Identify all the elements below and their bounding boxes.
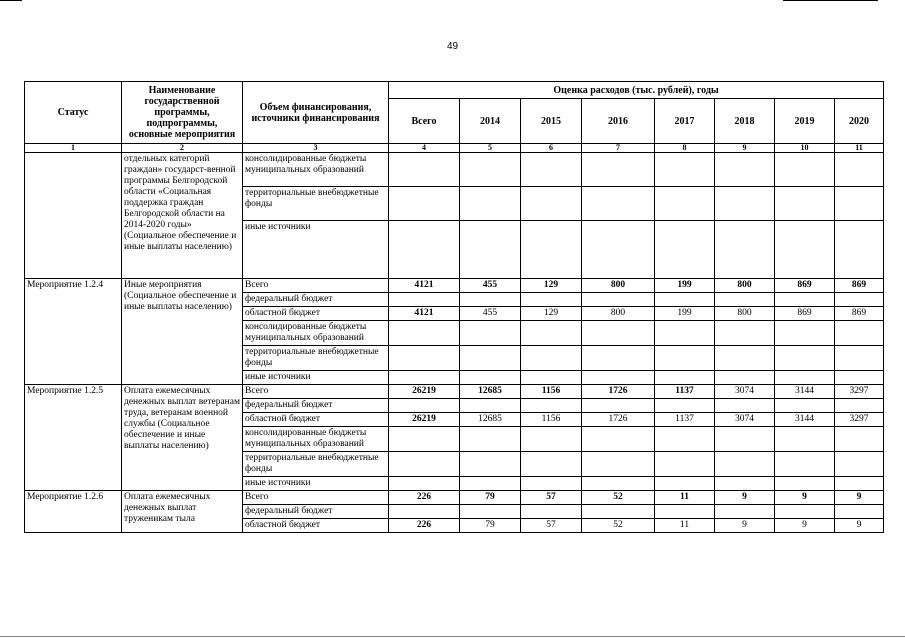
value-cell bbox=[460, 321, 521, 346]
header-year: Всего bbox=[389, 99, 460, 144]
value-cell bbox=[389, 293, 460, 307]
value-cell bbox=[460, 399, 521, 413]
funding-source-cell: территориальные внебюджетные фонды bbox=[243, 346, 389, 371]
column-number: 11 bbox=[835, 144, 884, 153]
value-cell: 226 bbox=[389, 519, 460, 533]
budget-table bbox=[24, 81, 884, 533]
value-cell: 800 bbox=[582, 279, 655, 293]
value-cell bbox=[582, 153, 655, 187]
value-cell: 57 bbox=[521, 491, 582, 505]
funding-source-cell: иные источники bbox=[243, 221, 389, 279]
page-number: 49 bbox=[446, 41, 459, 52]
value-cell: 4121 bbox=[389, 307, 460, 321]
value-cell bbox=[521, 321, 582, 346]
value-cell bbox=[715, 293, 775, 307]
value-cell: 3297 bbox=[835, 413, 884, 427]
value-cell: 9 bbox=[775, 491, 835, 505]
value-cell bbox=[715, 399, 775, 413]
value-cell bbox=[521, 371, 582, 385]
value-cell bbox=[655, 153, 715, 187]
funding-source-cell: иные источники bbox=[243, 477, 389, 491]
value-cell bbox=[655, 293, 715, 307]
value-cell: 199 bbox=[655, 307, 715, 321]
funding-source-cell: областной бюджет bbox=[243, 519, 389, 533]
value-cell bbox=[460, 371, 521, 385]
column-number: 10 bbox=[775, 144, 835, 153]
value-cell: 3144 bbox=[775, 413, 835, 427]
value-cell bbox=[582, 477, 655, 491]
value-cell bbox=[835, 346, 884, 371]
value-cell bbox=[655, 477, 715, 491]
value-cell: 4121 bbox=[389, 279, 460, 293]
value-cell: 869 bbox=[775, 279, 835, 293]
value-cell: 79 bbox=[460, 519, 521, 533]
measure-name-cell: Оплата ежемесячных денежных выплат труженикам тыла bbox=[122, 491, 243, 533]
value-cell bbox=[655, 505, 715, 519]
value-cell bbox=[835, 187, 884, 221]
scan-edge-mark bbox=[783, 0, 878, 1]
value-cell bbox=[389, 187, 460, 221]
value-cell: 3074 bbox=[715, 385, 775, 399]
value-cell: 9 bbox=[775, 519, 835, 533]
column-number: 3 bbox=[243, 144, 389, 153]
value-cell bbox=[835, 452, 884, 477]
table-body bbox=[25, 153, 884, 533]
value-cell: 79 bbox=[460, 491, 521, 505]
value-cell bbox=[582, 427, 655, 452]
table-row bbox=[25, 153, 884, 187]
value-cell bbox=[775, 153, 835, 187]
value-cell bbox=[715, 221, 775, 279]
value-cell bbox=[715, 371, 775, 385]
value-cell bbox=[582, 346, 655, 371]
value-cell bbox=[835, 321, 884, 346]
column-number: 5 bbox=[460, 144, 521, 153]
value-cell: 800 bbox=[715, 307, 775, 321]
value-cell bbox=[775, 477, 835, 491]
value-cell: 1156 bbox=[521, 385, 582, 399]
value-cell bbox=[582, 399, 655, 413]
header-year: 2017 bbox=[655, 99, 715, 144]
value-cell bbox=[521, 427, 582, 452]
value-cell bbox=[460, 187, 521, 221]
value-cell bbox=[389, 427, 460, 452]
funding-source-cell: федеральный бюджет bbox=[243, 505, 389, 519]
value-cell: 800 bbox=[715, 279, 775, 293]
value-cell: 12685 bbox=[460, 385, 521, 399]
value-cell bbox=[655, 346, 715, 371]
funding-source-cell: иные источники bbox=[243, 371, 389, 385]
value-cell bbox=[582, 221, 655, 279]
value-cell bbox=[460, 427, 521, 452]
table-row bbox=[25, 279, 884, 293]
value-cell: 9 bbox=[715, 491, 775, 505]
value-cell bbox=[775, 293, 835, 307]
value-cell bbox=[835, 293, 884, 307]
value-cell bbox=[775, 427, 835, 452]
value-cell bbox=[835, 153, 884, 187]
value-cell bbox=[835, 221, 884, 279]
value-cell bbox=[389, 399, 460, 413]
value-cell bbox=[582, 371, 655, 385]
value-cell: 1726 bbox=[582, 385, 655, 399]
value-cell bbox=[835, 399, 884, 413]
column-number: 9 bbox=[715, 144, 775, 153]
value-cell bbox=[460, 153, 521, 187]
value-cell bbox=[582, 293, 655, 307]
value-cell: 3144 bbox=[775, 385, 835, 399]
value-cell bbox=[389, 452, 460, 477]
value-cell bbox=[655, 399, 715, 413]
header-year: 2014 bbox=[460, 99, 521, 144]
value-cell bbox=[460, 346, 521, 371]
header-year: 2018 bbox=[715, 99, 775, 144]
funding-source-cell: консолидированные бюджеты муниципальных образований bbox=[243, 153, 389, 187]
value-cell bbox=[655, 452, 715, 477]
funding-source-cell: территориальные внебюджетные фонды bbox=[243, 187, 389, 221]
value-cell: 11 bbox=[655, 491, 715, 505]
header-name: Наименование государственной программы, подпрограммы, основные мероприятия bbox=[122, 82, 243, 144]
funding-source-cell: федеральный бюджет bbox=[243, 293, 389, 307]
value-cell bbox=[389, 221, 460, 279]
funding-source-cell: территориальные внебюджетные фонды bbox=[243, 452, 389, 477]
value-cell bbox=[715, 321, 775, 346]
value-cell bbox=[775, 371, 835, 385]
header-year: 2019 bbox=[775, 99, 835, 144]
value-cell bbox=[582, 452, 655, 477]
value-cell: 12685 bbox=[460, 413, 521, 427]
header-year: 2020 bbox=[835, 99, 884, 144]
value-cell bbox=[655, 371, 715, 385]
column-number: 7 bbox=[582, 144, 655, 153]
header-estimate: Оценка расходов (тыс. рублей), годы bbox=[389, 82, 884, 99]
value-cell bbox=[655, 321, 715, 346]
value-cell bbox=[835, 371, 884, 385]
value-cell: 52 bbox=[582, 519, 655, 533]
value-cell bbox=[715, 505, 775, 519]
funding-source-cell: консолидированные бюджеты муниципальных образований bbox=[243, 427, 389, 452]
header-year: 2015 bbox=[521, 99, 582, 144]
value-cell bbox=[775, 346, 835, 371]
status-cell: Мероприятие 1.2.5 bbox=[25, 385, 122, 491]
value-cell bbox=[389, 321, 460, 346]
value-cell bbox=[715, 452, 775, 477]
value-cell bbox=[389, 346, 460, 371]
status-cell: Мероприятие 1.2.4 bbox=[25, 279, 122, 385]
value-cell bbox=[460, 221, 521, 279]
value-cell: 57 bbox=[521, 519, 582, 533]
status-cell: Мероприятие 1.2.6 bbox=[25, 491, 122, 533]
value-cell bbox=[655, 221, 715, 279]
value-cell: 455 bbox=[460, 307, 521, 321]
value-cell: 3074 bbox=[715, 413, 775, 427]
value-cell bbox=[460, 452, 521, 477]
value-cell: 26219 bbox=[389, 413, 460, 427]
measure-name-cell: Оплата ежемесячных денежных выплат ветеранам труда, ветеранам военной службы (Социальное обеспечение и иные выплаты населению) bbox=[122, 385, 243, 491]
measure-name-cell: Иные мероприятия (Социальное обеспечение и иные выплаты населению) bbox=[122, 279, 243, 385]
value-cell bbox=[389, 477, 460, 491]
table-header bbox=[25, 82, 884, 153]
value-cell: 129 bbox=[521, 279, 582, 293]
value-cell bbox=[582, 505, 655, 519]
value-cell bbox=[521, 505, 582, 519]
value-cell: 3297 bbox=[835, 385, 884, 399]
program-name-cell: отдельных категорий граждан» государст-венной программы Белгородской области «Социальная поддержка граждан Белгородской области на 2014-2020 годы» (Социальное обеспечение и иные выплаты населению) bbox=[122, 153, 243, 279]
value-cell bbox=[521, 452, 582, 477]
header-funding: Объем финансирования, источники финансирования bbox=[243, 82, 389, 144]
value-cell: 9 bbox=[835, 491, 884, 505]
value-cell: 9 bbox=[715, 519, 775, 533]
value-cell: 869 bbox=[835, 279, 884, 293]
status-cell bbox=[25, 153, 122, 279]
funding-source-cell: федеральный бюджет bbox=[243, 399, 389, 413]
value-cell bbox=[389, 153, 460, 187]
value-cell bbox=[521, 293, 582, 307]
value-cell bbox=[521, 187, 582, 221]
value-cell bbox=[775, 187, 835, 221]
value-cell: 11 bbox=[655, 519, 715, 533]
value-cell bbox=[775, 221, 835, 279]
column-number: 2 bbox=[122, 144, 243, 153]
value-cell bbox=[715, 346, 775, 371]
value-cell: 869 bbox=[835, 307, 884, 321]
value-cell bbox=[715, 153, 775, 187]
column-number: 4 bbox=[389, 144, 460, 153]
column-number: 1 bbox=[25, 144, 122, 153]
value-cell: 1726 bbox=[582, 413, 655, 427]
value-cell bbox=[460, 477, 521, 491]
value-cell bbox=[715, 187, 775, 221]
value-cell bbox=[389, 371, 460, 385]
value-cell bbox=[389, 505, 460, 519]
value-cell: 199 bbox=[655, 279, 715, 293]
value-cell: 9 bbox=[835, 519, 884, 533]
value-cell bbox=[521, 477, 582, 491]
value-cell bbox=[521, 221, 582, 279]
funding-source-cell: Всего bbox=[243, 279, 389, 293]
value-cell: 1137 bbox=[655, 413, 715, 427]
value-cell: 26219 bbox=[389, 385, 460, 399]
value-cell bbox=[835, 427, 884, 452]
value-cell bbox=[655, 427, 715, 452]
value-cell bbox=[521, 346, 582, 371]
header-year: 2016 bbox=[582, 99, 655, 144]
value-cell: 1137 bbox=[655, 385, 715, 399]
value-cell bbox=[460, 293, 521, 307]
value-cell bbox=[835, 505, 884, 519]
value-cell bbox=[775, 321, 835, 346]
funding-source-cell: Всего bbox=[243, 385, 389, 399]
value-cell bbox=[715, 427, 775, 452]
value-cell: 869 bbox=[775, 307, 835, 321]
value-cell: 226 bbox=[389, 491, 460, 505]
table-row bbox=[25, 491, 884, 505]
value-cell: 129 bbox=[521, 307, 582, 321]
value-cell bbox=[521, 153, 582, 187]
scan-edge-mark bbox=[0, 0, 22, 1]
value-cell: 1156 bbox=[521, 413, 582, 427]
funding-source-cell: областной бюджет bbox=[243, 413, 389, 427]
funding-source-cell: Всего bbox=[243, 491, 389, 505]
value-cell: 455 bbox=[460, 279, 521, 293]
funding-source-cell: областной бюджет bbox=[243, 307, 389, 321]
funding-source-cell: консолидированные бюджеты муниципальных образований bbox=[243, 321, 389, 346]
header-status: Статус bbox=[25, 82, 122, 144]
column-number: 6 bbox=[521, 144, 582, 153]
value-cell bbox=[715, 477, 775, 491]
value-cell bbox=[582, 321, 655, 346]
column-number: 8 bbox=[655, 144, 715, 153]
value-cell bbox=[775, 505, 835, 519]
value-cell bbox=[655, 187, 715, 221]
table-row bbox=[25, 385, 884, 399]
value-cell bbox=[521, 399, 582, 413]
value-cell bbox=[775, 452, 835, 477]
value-cell: 52 bbox=[582, 491, 655, 505]
value-cell bbox=[582, 187, 655, 221]
scan-edge-mark bbox=[0, 636, 905, 637]
value-cell bbox=[835, 477, 884, 491]
value-cell: 800 bbox=[582, 307, 655, 321]
value-cell bbox=[460, 505, 521, 519]
value-cell bbox=[775, 399, 835, 413]
